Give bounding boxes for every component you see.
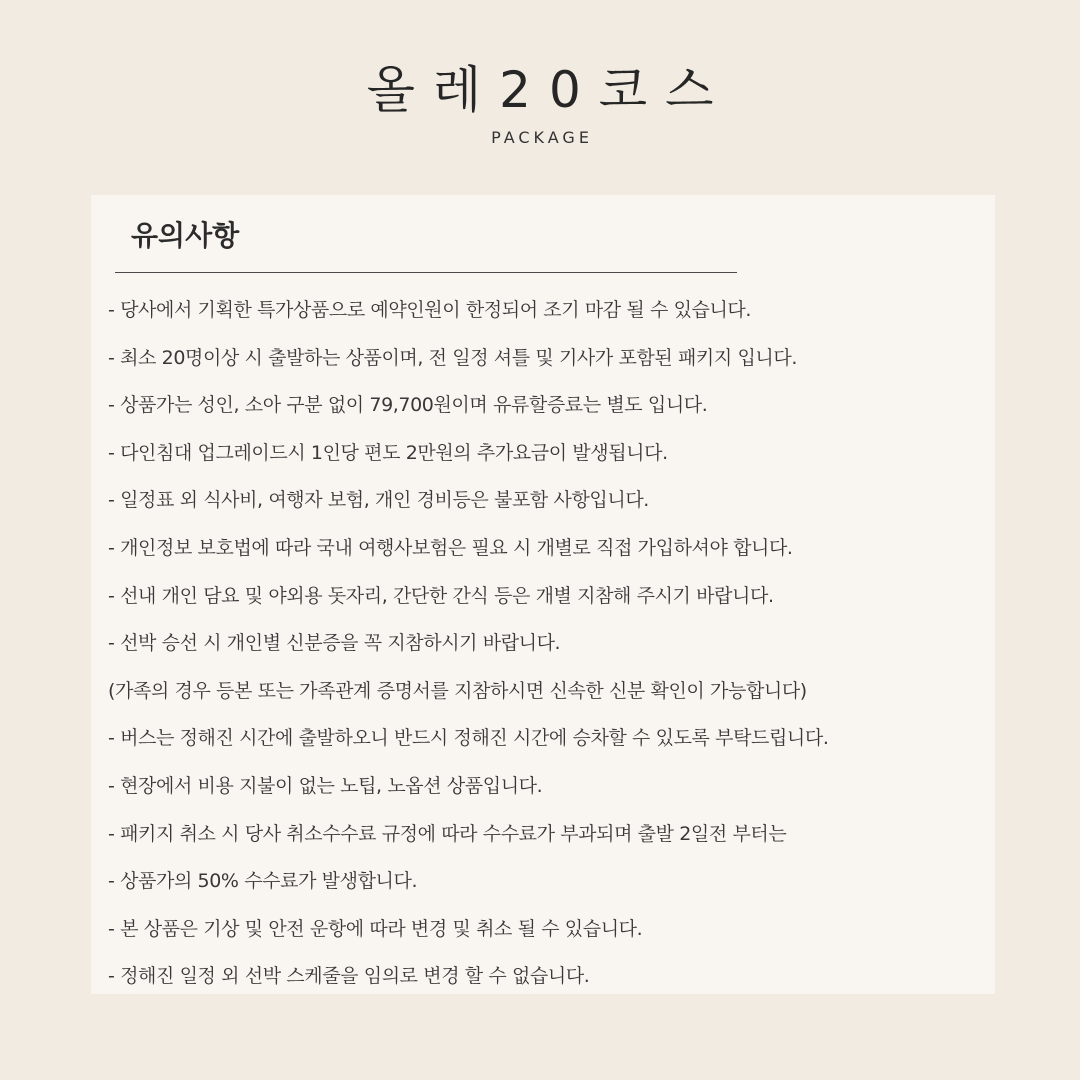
list-item: - 패키지 취소 시 당사 취소수수료 규정에 따라 수수료가 부과되며 출발 2일전 부터는	[108, 822, 787, 845]
list-item: - 본 상품은 기상 및 안전 운항에 따라 변경 및 취소 될 수 있습니다.	[108, 917, 643, 940]
page-title: 올레20코스	[366, 61, 732, 119]
list-item: - 현장에서 비용 지불이 없는 노팁, 노옵션 상품입니다.	[108, 774, 543, 797]
list-item: - 최소 20명이상 시 출발하는 상품이며, 전 일정 셔틀 및 기사가 포함된 패키지 입니다.	[108, 346, 797, 369]
list-item: - 정해진 일정 외 선박 스케줄을 임의로 변경 할 수 없습니다.	[108, 965, 590, 988]
notice-card	[91, 195, 995, 994]
list-item: - 상품가의 50% 수수료가 발생합니다.	[108, 870, 418, 893]
notice-list	[108, 287, 828, 1001]
notice-title: 유의사항	[131, 219, 240, 252]
list-item: - 상품가는 성인, 소아 구분 없이 79,700원이며 유류할증료는 별도 입니다.	[108, 394, 708, 417]
title-divider	[115, 272, 737, 273]
list-item: - 선박 승선 시 개인별 신분증을 꼭 지참하시기 바랍니다.	[108, 632, 561, 655]
page-subtitle: PACKAGE	[491, 128, 593, 147]
page-header	[0, 60, 1080, 148]
list-item: - 선내 개인 담요 및 야외용 돗자리, 간단한 간식 등은 개별 지참해 주시기 바랍니다.	[108, 584, 774, 607]
list-item: - 개인정보 보호법에 따라 국내 여행사보험은 필요 시 개별로 직접 가입하셔야 합니다.	[108, 536, 793, 559]
list-item: (가족의 경우 등본 또는 가족관계 증명서를 지참하시면 신속한 신분 확인이 가능합니다)	[108, 679, 807, 702]
list-item: - 다인침대 업그레이드시 1인당 편도 2만원의 추가요금이 발생됩니다.	[108, 441, 668, 464]
list-item: - 버스는 정해진 시간에 출발하오니 반드시 정해진 시간에 승차할 수 있도록 부탁드립니다.	[108, 727, 829, 750]
list-item: - 일정표 외 식사비, 여행자 보험, 개인 경비등은 불포함 사항입니다.	[108, 489, 649, 512]
list-item: - 당사에서 기획한 특가상품으로 예약인원이 한정되어 조기 마감 될 수 있습니다.	[108, 299, 752, 321]
